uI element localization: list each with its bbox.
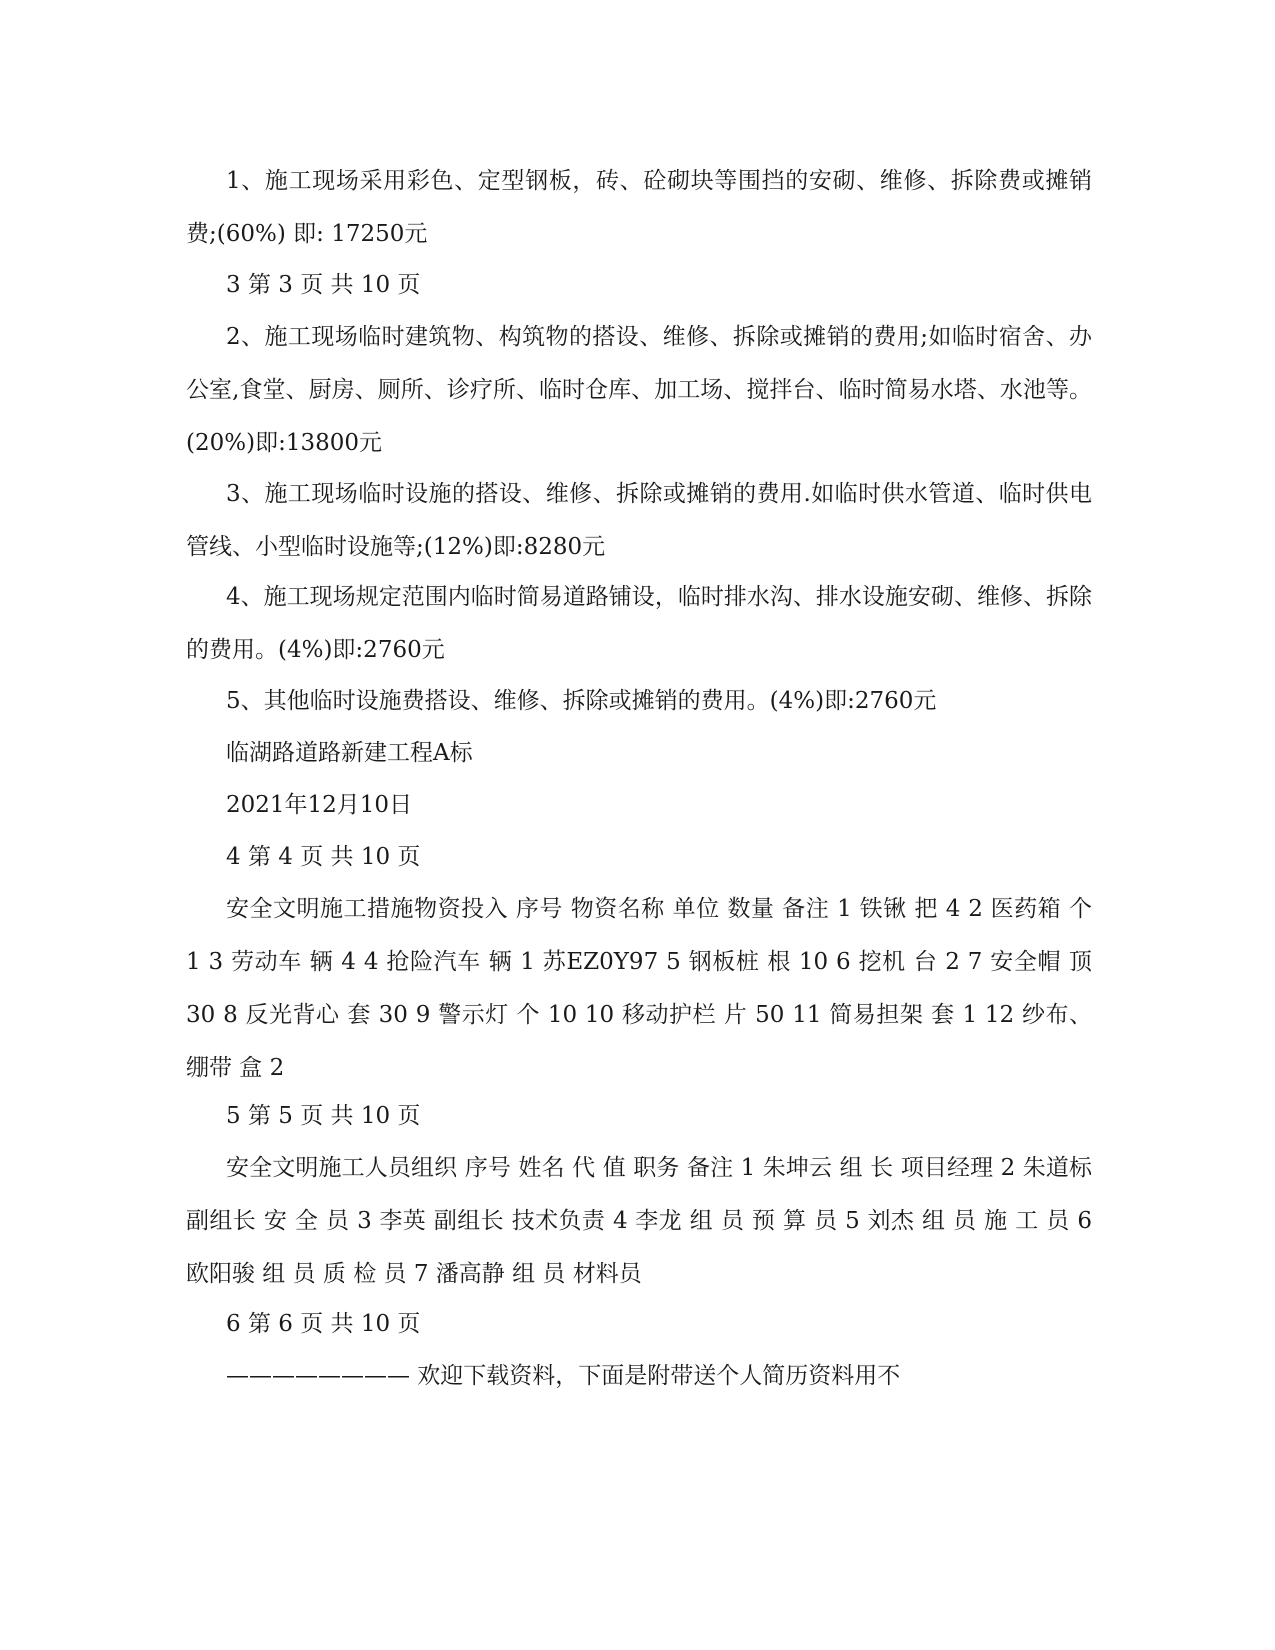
download-note: ———————— 欢迎下载资料，下面是附带送个人简历资料用不 xyxy=(226,1363,901,1389)
page-footer-5: 5 第 5 页 共 10 页 xyxy=(226,1103,421,1129)
paragraph-temporary-facilities: 3、施工现场临时设施的搭设、维修、拆除或摊销的费用.如临时供水管道、临时供电管线、小型临时设施等;(12%)即:8280元 xyxy=(186,481,1092,560)
page-footer-3: 3 第 3 页 共 10 页 xyxy=(226,272,421,298)
paragraph-materials-list: 安全文明施工措施物资投入 序号 物资名称 单位 数量 备注 1 铁锹 把 4 2 医药箱 个 1 3 劳动车 辆 4 4 抢险汽车 辆 1 苏EZ0Y97 5 钢板桩 根 10 6 挖机 台 2 7 安全帽 顶 30 8 反光背心 套 30 9 警示灯 个 10 10 移动护栏 片 50 11 简易担架 套 1 12 纱布、绷带 盒 2 xyxy=(186,896,1092,1081)
project-name: 临湖路道路新建工程A标 xyxy=(226,740,473,766)
paragraph-temporary-roads: 4、施工现场规定范围内临时简易道路铺设，临时排水沟、排水设施安砌、维修、拆除的费用。(4%)即:2760元 xyxy=(186,584,1092,663)
document-date: 2021年12月10日 xyxy=(226,792,413,818)
paragraph-temporary-buildings: 2、施工现场临时建筑物、构筑物的搭设、维修、拆除或摊销的费用;如临时宿舍、办公室,食堂、厨房、厕所、诊疗所、临时仓库、加工场、搅拌台、临时简易水塔、水池等。(20%)即:13800元 xyxy=(186,324,1092,456)
paragraph-other-facilities: 5、其他临时设施费搭设、维修、拆除或摊销的费用。(4%)即:2760元 xyxy=(226,688,937,714)
paragraph-enclosure-fee: 1、施工现场采用彩色、定型钢板，砖、砼砌块等围挡的安砌、维修、拆除费或摊销费;(60%) 即: 17250元 xyxy=(186,168,1092,247)
page-footer-4: 4 第 4 页 共 10 页 xyxy=(226,844,421,870)
paragraph-personnel-list: 安全文明施工人员组织 序号 姓名 代 值 职务 备注 1 朱坤云 组 长 项目经理 2 朱道标 副组长 安 全 员 3 李英 副组长 技术负责 4 李龙 组 员 预 算 员 5 刘杰 组 员 施 工 员 6 欧阳骏 组 员 质 检 员 7 潘高静 组 员 材料员 xyxy=(186,1155,1092,1287)
page-footer-6: 6 第 6 页 共 10 页 xyxy=(226,1311,421,1337)
